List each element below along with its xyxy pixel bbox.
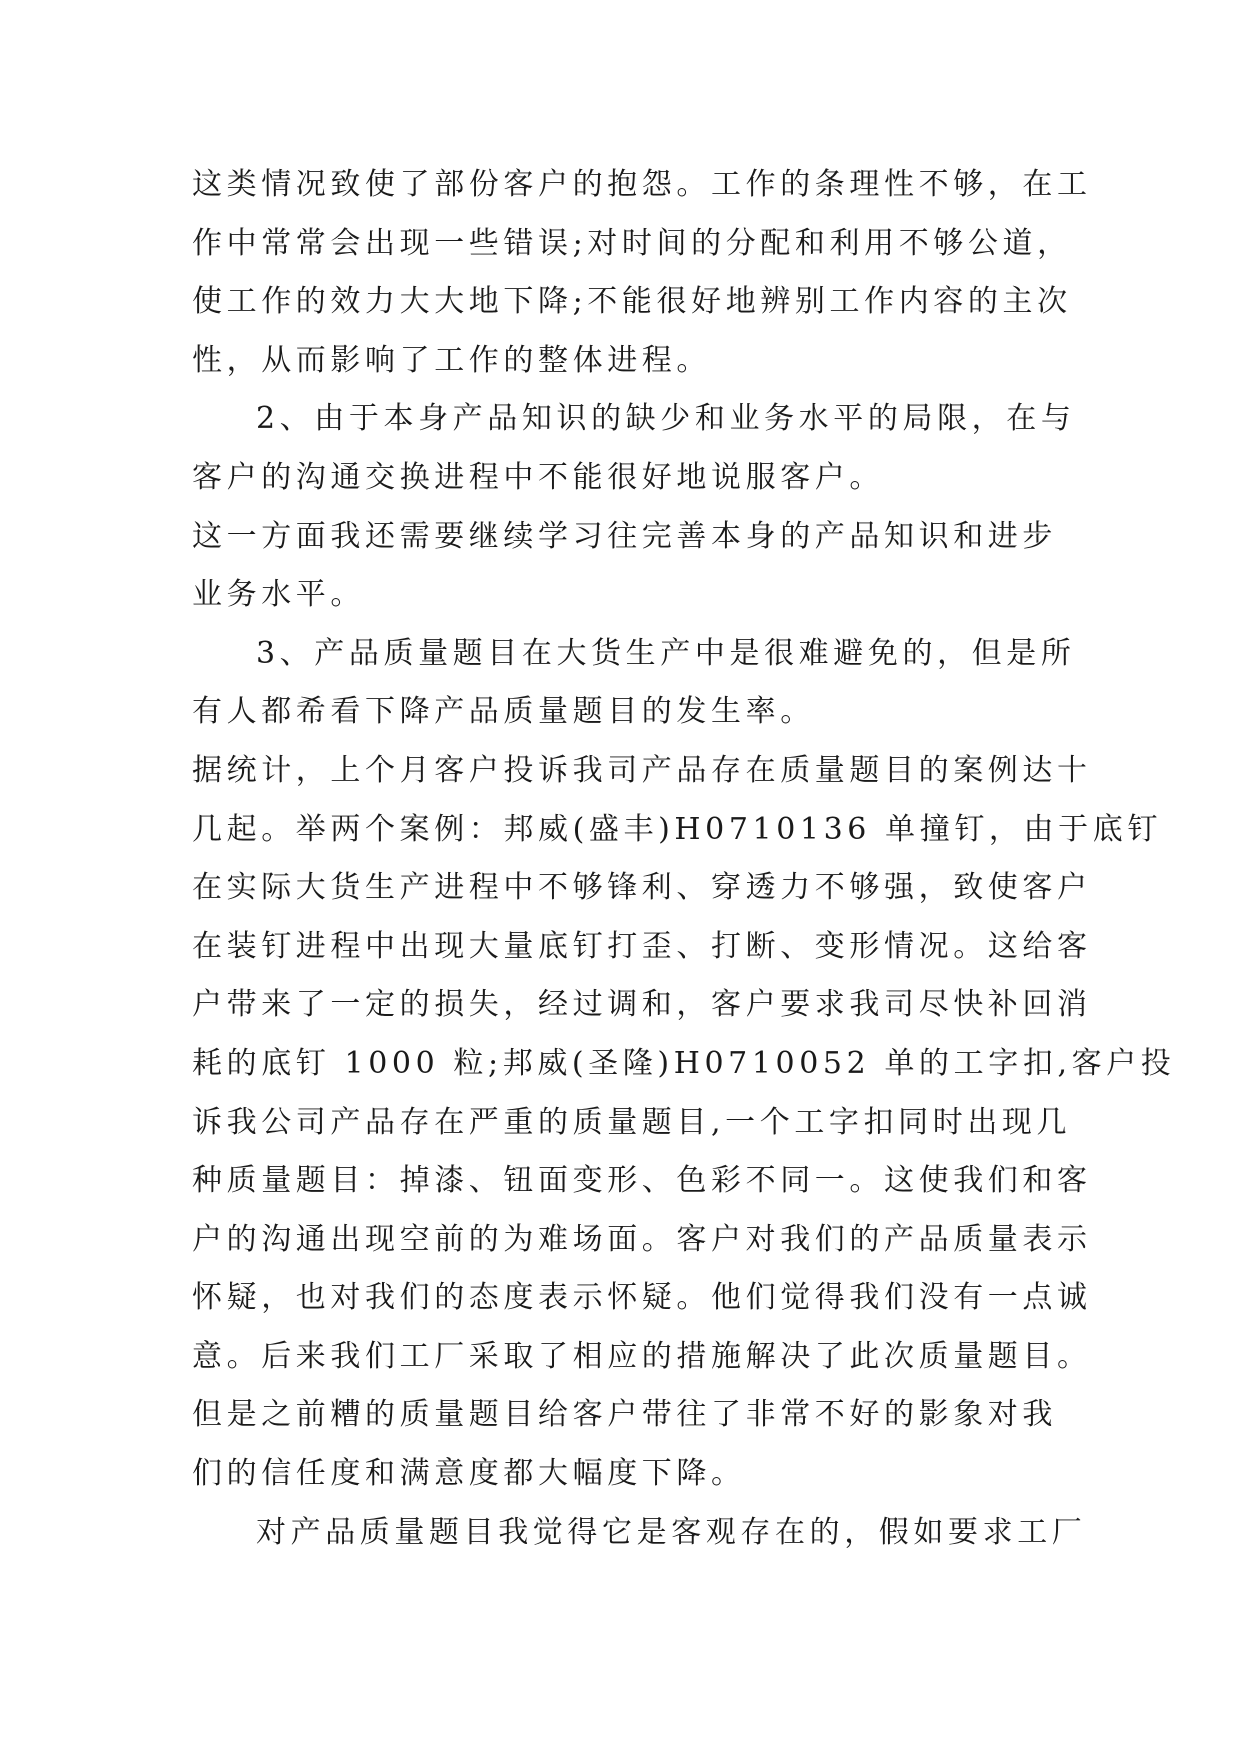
text-line: 诉我公司产品存在严重的质量题目,一个工字扣同时出现几 — [192, 1104, 1072, 1140]
text-line: 在装钉进程中出现大量底钉打歪、打断、变形情况。这给客 — [192, 928, 1092, 964]
text-line: 使工作的效力大大地下降;不能很好地辨别工作内容的主次 — [192, 284, 1072, 320]
text-line: 这一方面我还需要继续学习往完善本身的产品知识和进步 — [192, 518, 1057, 554]
document-body — [192, 156, 1176, 1562]
text-line: 2、由于本身产品知识的缺少和业务水平的局限，在与 — [256, 401, 1076, 437]
text-line: 据统计，上个月客户投诉我司产品存在质量题目的案例达十 — [192, 752, 1092, 788]
text-line: 在实际大货生产进程中不够锋利、穿透力不够强，致使客户 — [192, 870, 1092, 906]
text-line: 业务水平。 — [192, 577, 365, 613]
text-line: 种质量题目：掉漆、钮面变形、色彩不同一。这使我们和客 — [192, 1163, 1092, 1199]
text-line: 几起。举两个案例：邦威(盛丰)H0710136 单撞钉，由于底钉 — [192, 811, 1162, 847]
text-line: 意。后来我们工厂采取了相应的措施解决了此次质量题目。 — [192, 1338, 1092, 1374]
text-line: 们的信任度和满意度都大幅度下降。 — [192, 1456, 746, 1492]
text-line: 耗的底钉 1000 粒;邦威(圣隆)H0710052 单的工字扣,客户投 — [192, 1045, 1176, 1081]
text-line: 怀疑，也对我们的态度表示怀疑。他们觉得我们没有一点诚 — [192, 1280, 1092, 1316]
text-line: 对产品质量题目我觉得它是客观存在的，假如要求工厂 — [256, 1514, 1087, 1550]
text-line: 户的沟通出现空前的为难场面。客户对我们的产品质量表示 — [192, 1221, 1092, 1257]
text-line: 户带来了一定的损失，经过调和，客户要求我司尽快补回消 — [192, 987, 1092, 1023]
text-line: 性，从而影响了工作的整体进程。 — [192, 342, 711, 378]
text-line: 这类情况致使了部份客户的抱怨。工作的条理性不够，在工 — [192, 167, 1092, 202]
text-line: 作中常常会出现一些错误;对时间的分配和利用不够公道， — [192, 225, 1072, 261]
text-line: 3、产品质量题目在大货生产中是很难避免的，但是所 — [256, 635, 1076, 671]
text-line: 但是之前糟的质量题目给客户带往了非常不好的影象对我 — [192, 1397, 1057, 1433]
text-line: 客户的沟通交换进程中不能很好地说服客户。 — [192, 459, 884, 495]
text-line: 有人都希看下降产品质量题目的发生率。 — [192, 694, 815, 730]
